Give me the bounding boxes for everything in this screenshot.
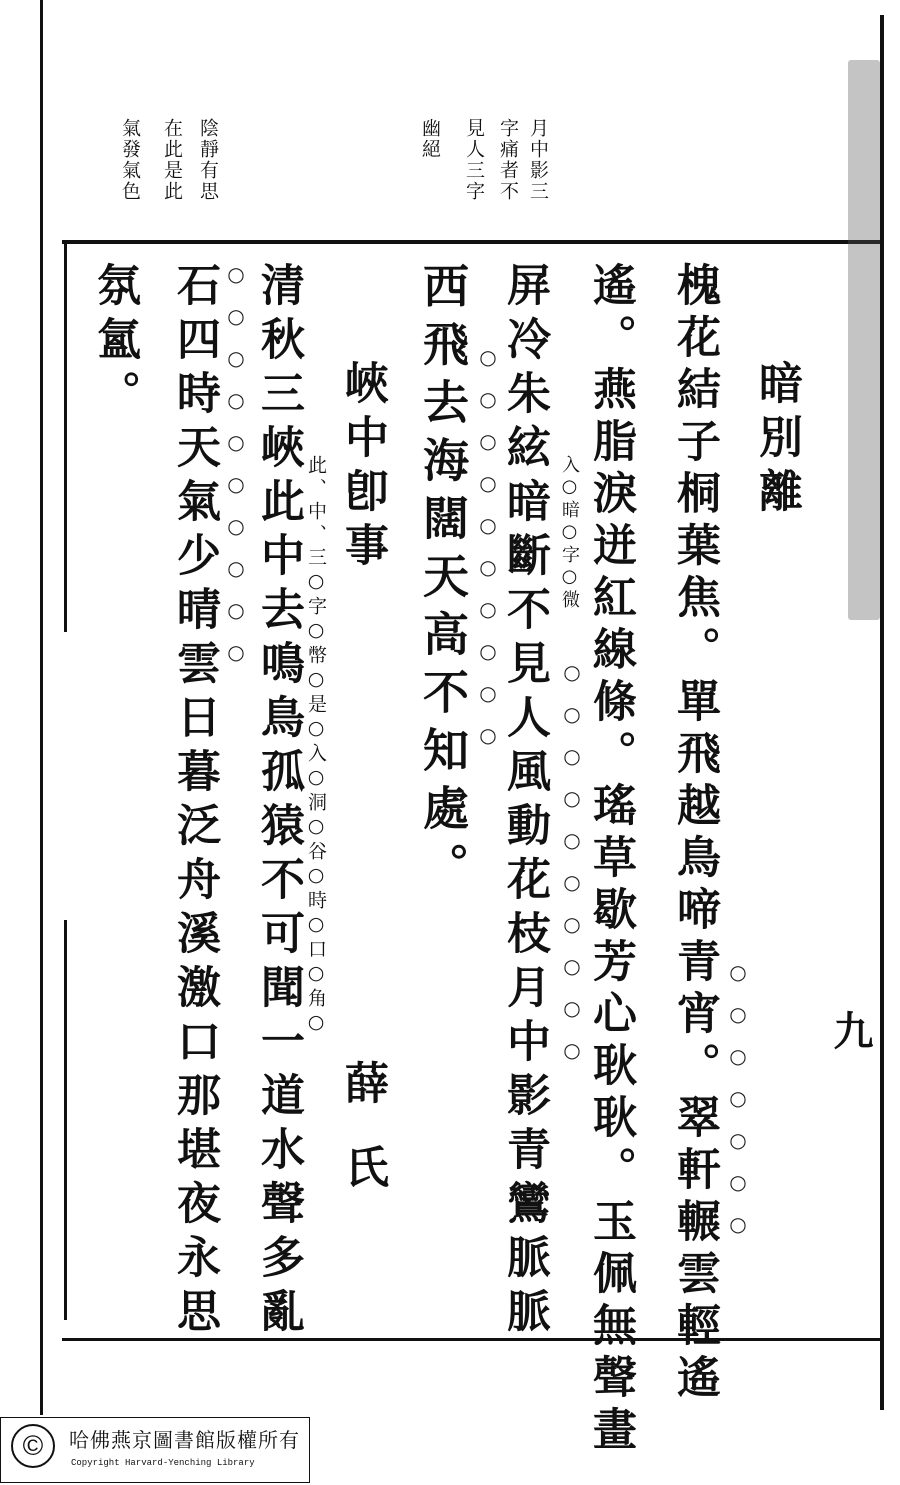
- head-note-2-line-2: 在此是此: [161, 118, 183, 202]
- frame-left-inner: [64, 240, 67, 632]
- fore-edge-title-smudge: [848, 60, 880, 620]
- poet-name: 薛氏: [337, 1060, 388, 1228]
- copyright-chinese: 哈佛燕京圖書館版權所有: [69, 1428, 300, 1452]
- copyright-stamp: [0, 1417, 310, 1483]
- text-column-3: 遙。燕脂淚迸紅線條。瑤草歇芳心耿耿。玉佩無聲畫: [585, 262, 636, 1458]
- head-note-2-line-1: 陰靜有思: [197, 118, 219, 202]
- emphasis-marks-col-4: ○○○○○○○○○○: [560, 660, 584, 1080]
- poem-title-1: 暗別離: [751, 360, 802, 522]
- emphasis-marks-col-5: ○○○○○○○○○○: [476, 345, 500, 765]
- head-note-1-line-2: 字痛者不: [497, 118, 519, 202]
- text-column-9: 氛氳。: [89, 262, 140, 424]
- text-column-7: 清秋三峽此中去鳴鳥孤猿不可聞一道水聲多亂: [253, 262, 304, 1342]
- text-column-2: 槐花結子桐葉焦。單飛越鳥啼青宵。翠軒輾雲輕遙: [669, 262, 720, 1406]
- page-number: 九: [827, 1010, 874, 1060]
- head-note-1-line-1: 月中影三: [527, 118, 549, 202]
- text-column-5: 西飛去海闊天高不知處。: [416, 262, 470, 900]
- copyright-symbol: ©: [11, 1424, 55, 1468]
- head-note-2-line-3: 氣發氣色: [119, 118, 141, 202]
- text-column-4: 屏冷朱絃暗斷不見人風動花枝月中影青鸞脈脈: [499, 262, 550, 1342]
- left-outer-rule: [40, 0, 43, 1415]
- frame-left-inner-2: [64, 920, 67, 1320]
- copyright-english: Copyright Harvard-Yenching Library: [71, 1458, 255, 1468]
- frame-top-rule: [62, 240, 880, 244]
- emphasis-marks-col-2: ○○○○○○○: [726, 960, 750, 1254]
- emphasis-marks-col-8: ○○○○○○○○○○: [224, 262, 248, 682]
- right-outer-rule: [880, 15, 884, 1410]
- head-note-1-line-3: 見人三字: [463, 118, 485, 202]
- text-column-8: 石四時天氣少晴雲日暮泛舟溪激口那堪夜永思: [169, 262, 220, 1342]
- head-note-1-line-4: 幽絕: [419, 118, 441, 160]
- interlinear-note-2: 此、中、三○字○幣○是○入○洞○谷○時○口○角○: [305, 455, 327, 1037]
- poem-title-2: 峽中卽事: [337, 360, 388, 576]
- interlinear-note-1: 入○暗○字○微: [559, 455, 580, 611]
